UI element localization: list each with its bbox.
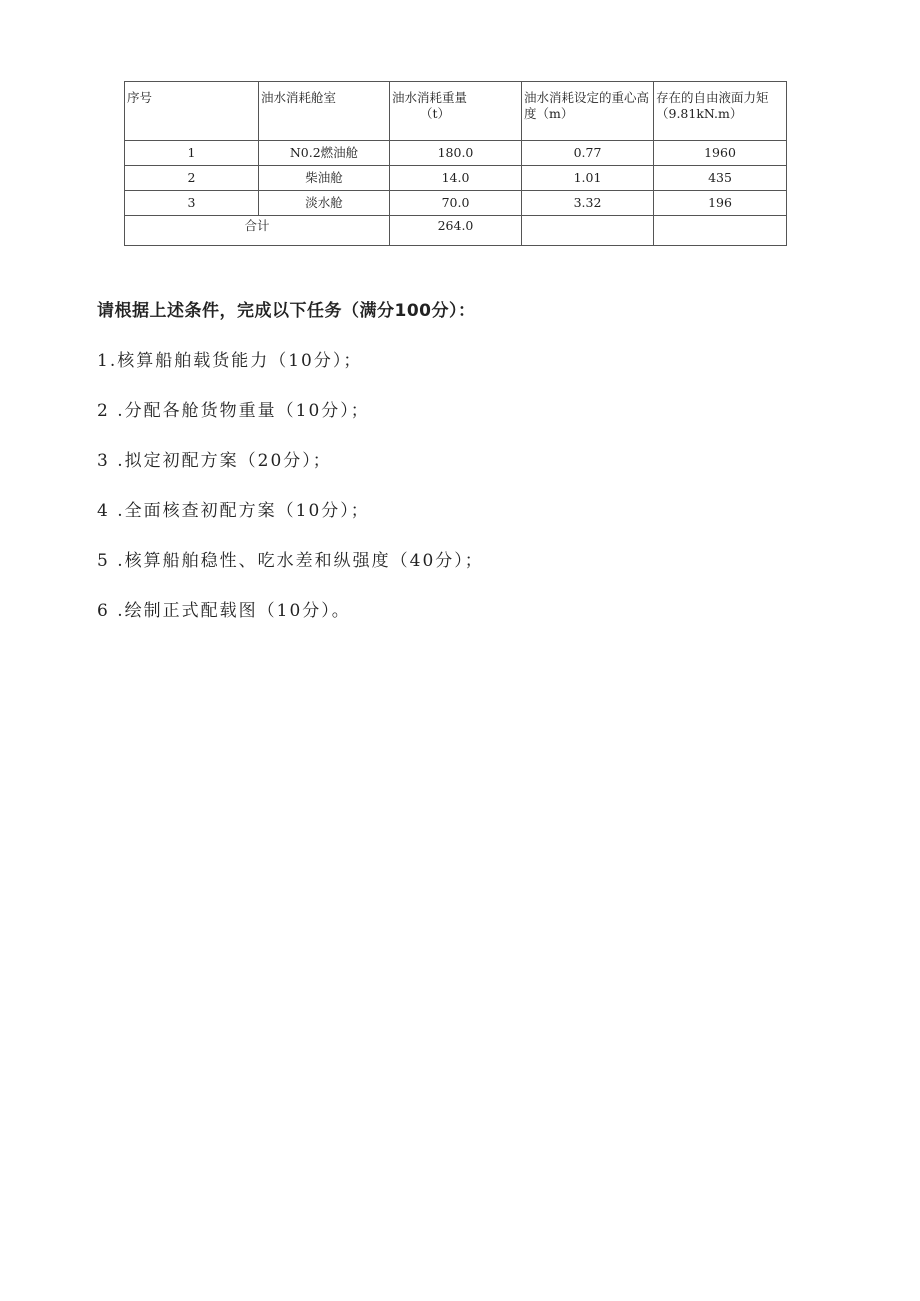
cell-serial-no: 1 — [125, 141, 259, 166]
table-row — [125, 191, 787, 216]
cell-center-of-gravity: 0.77 — [522, 141, 654, 166]
header-weight-unit: （t） — [420, 106, 451, 121]
cell-tank: 柴油舱 — [259, 166, 390, 191]
cell-weight: 14.0 — [390, 166, 522, 191]
cell-weight: 180.0 — [390, 141, 522, 166]
task-item: 1.核算船舶载货能力（10分）； — [97, 351, 363, 371]
task-instructions: 请根据上述条件，完成以下任务（满分100分）： — [97, 301, 476, 321]
cell-free-surface-moment: 196 — [654, 191, 787, 216]
cell-center-of-gravity: 1.01 — [522, 166, 654, 191]
fuel-water-consumption-table — [124, 81, 787, 246]
task-item: 3 .拟定初配方案（20分）； — [97, 451, 332, 471]
header-center-of-gravity: 油水消耗设定的重心高度（m） — [522, 82, 654, 141]
total-weight: 264.0 — [390, 216, 522, 246]
task-item: 2 .分配各舱货物重量（10分）； — [97, 401, 370, 421]
cell-tank: 淡水舱 — [259, 191, 390, 216]
task-item: 4 .全面核查初配方案（10分）； — [97, 501, 370, 521]
table-total-row — [125, 216, 787, 246]
header-weight — [390, 82, 522, 141]
cell-free-surface-moment: 435 — [654, 166, 787, 191]
task-item: 6 .绘制正式配载图（10分）。 — [97, 601, 351, 621]
table-row — [125, 166, 787, 191]
total-label: 合计 — [125, 216, 390, 246]
cell-tank: N0.2燃油舱 — [259, 141, 390, 166]
cell-weight: 70.0 — [390, 191, 522, 216]
cell-serial-no: 3 — [125, 191, 259, 216]
cell-serial-no: 2 — [125, 166, 259, 191]
task-list — [97, 296, 857, 646]
header-free-surface-moment: 存在的自由液面力矩（9.81kN.m） — [654, 82, 787, 141]
header-weight-label: 油水消耗重量 — [392, 90, 468, 105]
header-tank: 油水消耗舱室 — [259, 82, 390, 141]
total-empty-cell — [522, 216, 654, 246]
total-empty-cell — [654, 216, 787, 246]
task-item: 5 .核算船舶稳性、吃水差和纵强度（40分）； — [97, 551, 484, 571]
table-header-row — [125, 82, 787, 141]
table-row — [125, 141, 787, 166]
cell-free-surface-moment: 1960 — [654, 141, 787, 166]
cell-center-of-gravity: 3.32 — [522, 191, 654, 216]
header-serial-no: 序号 — [125, 82, 259, 141]
